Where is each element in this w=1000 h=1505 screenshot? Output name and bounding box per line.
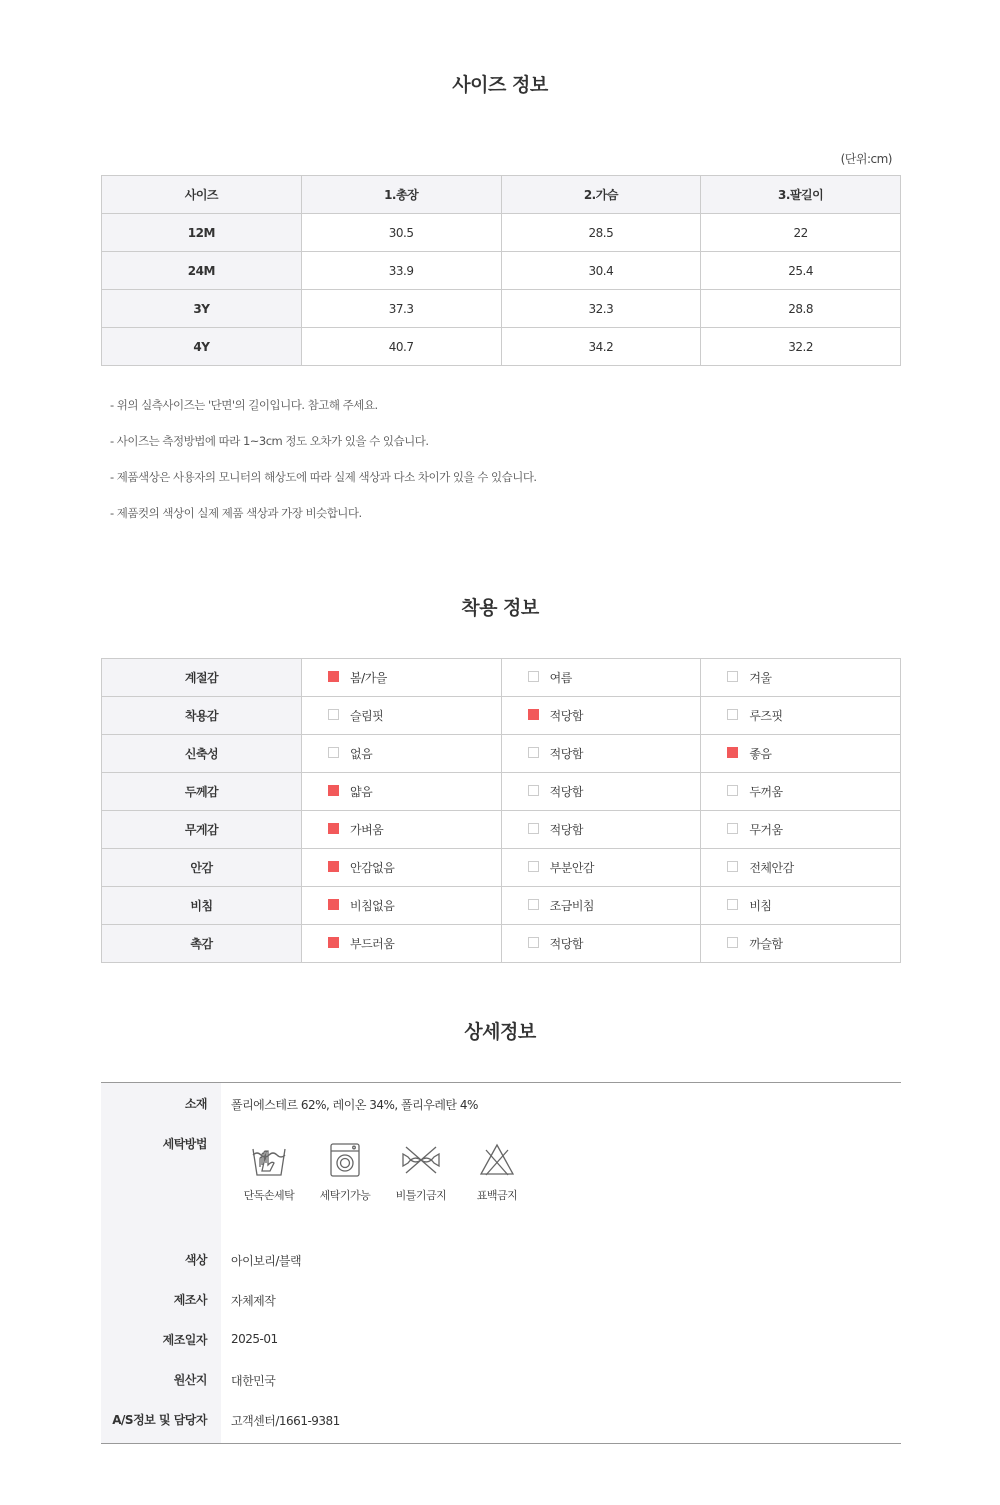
fit-option xyxy=(701,887,901,925)
size-value: 28.8 xyxy=(701,290,901,328)
checkbox-unchecked-icon xyxy=(727,937,738,948)
size-info-title: 사이즈 정보 xyxy=(452,74,548,96)
detail-table xyxy=(101,1082,901,1444)
fit-row xyxy=(102,925,901,963)
size-table xyxy=(101,175,901,366)
detail-value: 2025-01 xyxy=(231,1332,278,1346)
size-value: 33.9 xyxy=(301,252,501,290)
fit-option-label: 슬림핏 xyxy=(350,709,384,723)
fit-table xyxy=(101,658,901,963)
header-length: 1.총장 xyxy=(301,176,501,214)
fit-option-label: 두꺼움 xyxy=(749,785,783,799)
size-value: 25.4 xyxy=(701,252,901,290)
fit-option xyxy=(701,697,901,735)
detail-value: 대한민국 xyxy=(231,1374,276,1388)
fit-label: 두께감 xyxy=(102,773,302,811)
checkbox-checked-icon xyxy=(328,823,339,834)
fit-option-label: 좋음 xyxy=(749,747,772,761)
wash-item xyxy=(231,1141,307,1203)
fit-option xyxy=(302,659,502,697)
detail-value: 아이보리/블랙 xyxy=(231,1254,302,1268)
detail-label: 제조사 xyxy=(101,1283,221,1323)
washing-machine-icon xyxy=(326,1141,364,1179)
detail-row xyxy=(101,1323,901,1363)
detail-label: 소재 xyxy=(101,1083,221,1123)
checkbox-checked-icon xyxy=(328,899,339,910)
fit-label: 계절감 xyxy=(102,659,302,697)
size-label: 4Y xyxy=(102,328,302,366)
fit-option-label: 적당함 xyxy=(549,747,583,761)
checkbox-unchecked-icon xyxy=(727,785,738,796)
fit-option xyxy=(302,697,502,735)
wash-label: 표백금지 xyxy=(476,1189,518,1202)
fit-option-label: 여름 xyxy=(549,671,572,685)
fit-option xyxy=(302,925,502,963)
fit-option-label: 부분안감 xyxy=(549,861,595,875)
size-value: 37.3 xyxy=(301,290,501,328)
detail-row xyxy=(101,1243,901,1283)
table-row xyxy=(102,252,901,290)
checkbox-unchecked-icon xyxy=(727,861,738,872)
fit-option-label: 비침없음 xyxy=(350,899,395,913)
fit-option-label: 적당함 xyxy=(549,709,583,723)
wash-item xyxy=(307,1141,383,1203)
fit-option xyxy=(501,811,701,849)
fit-row xyxy=(102,887,901,925)
fit-option xyxy=(302,773,502,811)
table-row xyxy=(102,328,901,366)
size-value: 40.7 xyxy=(301,328,501,366)
fit-option xyxy=(701,659,901,697)
header-sleeve: 3.팔길이 xyxy=(701,176,901,214)
fit-label: 안감 xyxy=(102,849,302,887)
detail-row xyxy=(101,1363,901,1403)
checkbox-unchecked-icon xyxy=(727,899,738,910)
fit-option xyxy=(501,659,701,697)
detail-value: 고객센터/1661-9381 xyxy=(231,1414,340,1428)
fit-option-label: 전체안감 xyxy=(749,861,794,875)
fit-option-label: 조금비침 xyxy=(549,899,595,913)
fit-option-label: 적당함 xyxy=(549,823,583,837)
header-chest: 2.가슴 xyxy=(501,176,701,214)
detail-value: 자체제작 xyxy=(231,1294,276,1308)
fit-option-label: 없음 xyxy=(350,747,373,761)
size-value: 34.2 xyxy=(501,328,701,366)
fit-label: 비침 xyxy=(102,887,302,925)
fit-option xyxy=(701,773,901,811)
fit-row xyxy=(102,849,901,887)
unit-label: (단위:cm) xyxy=(840,152,892,166)
wash-label: 단독손세탁 xyxy=(243,1189,295,1202)
checkbox-unchecked-icon xyxy=(528,823,539,834)
fit-option xyxy=(701,735,901,773)
checkbox-unchecked-icon xyxy=(528,671,539,682)
fit-option xyxy=(302,735,502,773)
size-value: 28.5 xyxy=(501,214,701,252)
fit-label: 착용감 xyxy=(102,697,302,735)
size-label: 12M xyxy=(102,214,302,252)
note-item: - 제품색상은 사용자의 모니터의 해상도에 따라 실제 색상과 다소 차이가 있을 수 있습니다. xyxy=(110,470,537,484)
fit-option xyxy=(501,773,701,811)
fit-option xyxy=(302,887,502,925)
fit-option-label: 부드러움 xyxy=(350,937,395,951)
fit-label: 무게감 xyxy=(102,811,302,849)
fit-option xyxy=(701,925,901,963)
hand-wash-icon xyxy=(250,1141,288,1179)
checkbox-checked-icon xyxy=(328,861,339,872)
detail-value: 폴리에스테르 62%, 레이온 34%, 폴리우레탄 4% xyxy=(231,1098,478,1112)
checkbox-unchecked-icon xyxy=(528,747,539,758)
detail-row-material xyxy=(101,1083,901,1123)
fit-option xyxy=(501,887,701,925)
fit-label: 촉감 xyxy=(102,925,302,963)
fit-option-label: 겨울 xyxy=(749,671,772,685)
fit-option xyxy=(701,811,901,849)
table-row xyxy=(102,214,901,252)
size-label: 3Y xyxy=(102,290,302,328)
table-row xyxy=(102,290,901,328)
fit-option-label: 안감없음 xyxy=(350,861,395,875)
detail-info-title: 상세정보 xyxy=(464,1021,536,1043)
checkbox-unchecked-icon xyxy=(528,861,539,872)
fit-row xyxy=(102,659,901,697)
note-item: - 위의 실측사이즈는 '단면'의 길이입니다. 참고해 주세요. xyxy=(110,398,378,412)
note-item: - 사이즈는 측정방법에 따라 1~3cm 정도 오차가 있을 수 있습니다. xyxy=(110,434,429,448)
fit-option-label: 가벼움 xyxy=(350,823,384,837)
checkbox-unchecked-icon xyxy=(528,937,539,948)
size-value: 30.5 xyxy=(301,214,501,252)
fit-row xyxy=(102,697,901,735)
checkbox-checked-icon xyxy=(328,785,339,796)
checkbox-unchecked-icon xyxy=(727,709,738,720)
wash-label: 세탁기가능 xyxy=(319,1189,371,1202)
checkbox-checked-icon xyxy=(528,709,539,720)
header-size: 사이즈 xyxy=(102,176,302,214)
size-label: 24M xyxy=(102,252,302,290)
fit-option-label: 루즈핏 xyxy=(749,709,783,723)
detail-row xyxy=(101,1283,901,1323)
fit-option xyxy=(501,925,701,963)
size-value: 32.3 xyxy=(501,290,701,328)
detail-row-wash xyxy=(101,1123,901,1243)
fit-row xyxy=(102,773,901,811)
fit-row xyxy=(102,811,901,849)
fit-option-label: 비침 xyxy=(749,899,772,913)
detail-label: A/S정보 및 담당자 xyxy=(101,1403,221,1443)
size-value: 32.2 xyxy=(701,328,901,366)
checkbox-unchecked-icon xyxy=(328,747,339,758)
detail-label: 색상 xyxy=(101,1243,221,1283)
wash-label: 비틀기금지 xyxy=(395,1189,447,1202)
fit-option xyxy=(501,697,701,735)
no-bleach-icon xyxy=(478,1141,516,1179)
checkbox-checked-icon xyxy=(727,747,738,758)
checkbox-checked-icon xyxy=(328,937,339,948)
detail-label: 세탁방법 xyxy=(101,1123,221,1243)
note-item: - 제품컷의 색상이 실제 제품 색상과 가장 비슷합니다. xyxy=(110,506,362,520)
fit-option-label: 적당함 xyxy=(549,785,583,799)
fit-option xyxy=(302,811,502,849)
detail-label: 제조일자 xyxy=(101,1323,221,1363)
checkbox-unchecked-icon xyxy=(528,785,539,796)
fit-row xyxy=(102,735,901,773)
detail-label: 원산지 xyxy=(101,1363,221,1403)
checkbox-unchecked-icon xyxy=(328,709,339,720)
fit-option xyxy=(501,849,701,887)
fit-option-label: 봄/가을 xyxy=(350,671,387,685)
fit-option xyxy=(701,849,901,887)
fit-option xyxy=(501,735,701,773)
detail-row xyxy=(101,1403,901,1443)
size-value: 22 xyxy=(701,214,901,252)
wash-icons xyxy=(221,1123,901,1243)
wash-item xyxy=(459,1141,535,1203)
fit-option-label: 적당함 xyxy=(549,937,583,951)
fit-label: 신축성 xyxy=(102,735,302,773)
fit-option-label: 얇음 xyxy=(350,785,373,799)
checkbox-checked-icon xyxy=(328,671,339,682)
checkbox-unchecked-icon xyxy=(528,899,539,910)
checkbox-unchecked-icon xyxy=(727,671,738,682)
size-value: 30.4 xyxy=(501,252,701,290)
size-table-header xyxy=(102,176,901,214)
no-wring-icon xyxy=(400,1141,442,1179)
fit-option xyxy=(302,849,502,887)
wash-item xyxy=(383,1141,459,1203)
fit-info-title: 착용 정보 xyxy=(461,597,539,619)
size-notes xyxy=(110,397,537,541)
checkbox-unchecked-icon xyxy=(727,823,738,834)
fit-option-label: 까슬함 xyxy=(749,937,783,951)
fit-option-label: 무거움 xyxy=(749,823,783,837)
